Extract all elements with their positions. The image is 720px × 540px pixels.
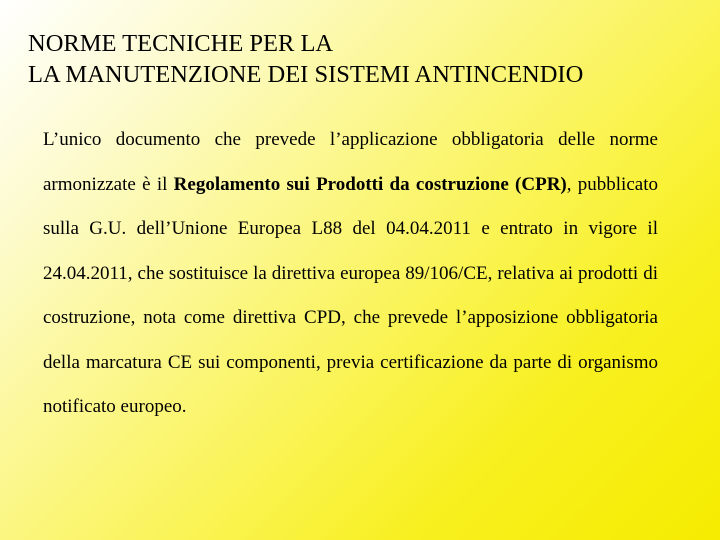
body-text-part-2: , pubblicato sulla G.U. dell’Unione Europea L88 del 04.04.2011 e entrato in vigore il 24.04.2011, che sostituisce la direttiva europea 89/106/CE, relativa ai prodotti di costruzione, nota come direttiva CPD, che prevede l’apposizione obbligatoria della marcatura CE sui componenti, previa certificazione da parte di organismo notificato europeo. [43, 173, 658, 417]
title-line-2: LA MANUTENZIONE DEI SISTEMI ANTINCENDIO [28, 61, 584, 88]
slide-title [28, 28, 698, 90]
body-text-part-1: L’unico documento che prevede l’applicazione obbligatoria delle norme armonizzate è il [43, 129, 658, 195]
body-text-bold-regulation: Regolamento sui Prodotti da costruzione (CPR) [173, 173, 567, 195]
title-line-1: NORME TECNICHE PER LA [28, 30, 334, 57]
slide-body-paragraph [43, 118, 658, 430]
